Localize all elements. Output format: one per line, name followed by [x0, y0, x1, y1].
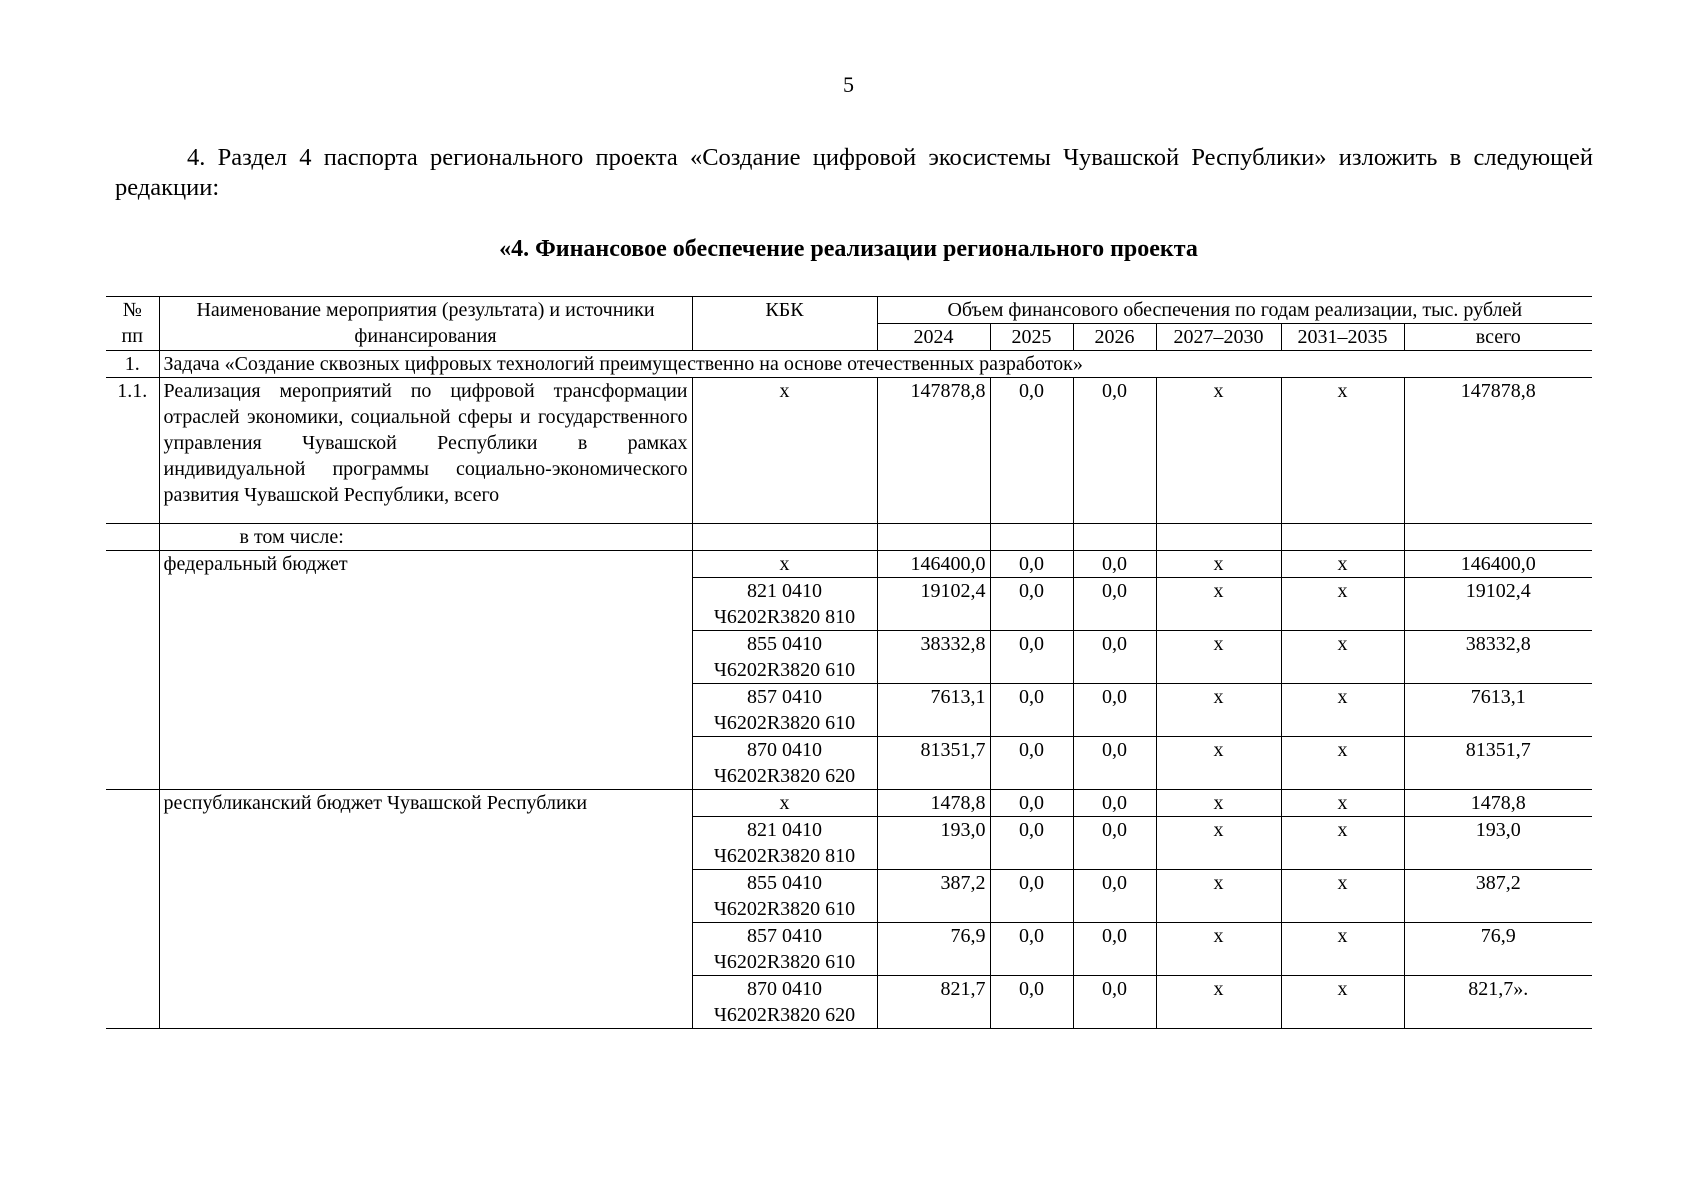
header-year-2025: 2025 — [990, 324, 1073, 351]
value-total: 193,0 — [1404, 817, 1592, 870]
value-2025: 0,0 — [990, 578, 1073, 631]
event-value-2027-2030: х — [1156, 378, 1281, 524]
value-2027-2030: х — [1156, 976, 1281, 1029]
value-2026: 0,0 — [1073, 870, 1156, 923]
event-name: Реализация мероприятий по цифровой трансформации отраслей экономики, социальной сферы и государственного управления Чувашской Республики в рамках индивидуальной программы социально-экономического развития Чувашской Республики, всего — [159, 378, 692, 524]
value-2027-2030: х — [1156, 870, 1281, 923]
value-2027-2030: х — [1156, 790, 1281, 817]
header-row-1 — [106, 297, 1592, 324]
value-total: 76,9 — [1404, 923, 1592, 976]
including-label: в том числе: — [159, 524, 692, 551]
page-number: 5 — [843, 72, 854, 97]
value-2025: 0,0 — [990, 551, 1073, 578]
header-year-2026: 2026 — [1073, 324, 1156, 351]
value-2026: 0,0 — [1073, 976, 1156, 1029]
kbk-cell — [692, 737, 877, 790]
header-num: № пп — [106, 297, 159, 351]
value-2027-2030: х — [1156, 631, 1281, 684]
kbk-code-line-2: Ч6202R3820 610 — [713, 951, 856, 973]
header-year-2027-2030: 2027–2030 — [1156, 324, 1281, 351]
value-2024: 19102,4 — [877, 578, 990, 631]
value-2027-2030: х — [1156, 923, 1281, 976]
value-2026: 0,0 — [1073, 578, 1156, 631]
value-2031-2035: х — [1281, 870, 1404, 923]
value-2026: 0,0 — [1073, 684, 1156, 737]
value-2031-2035: х — [1281, 578, 1404, 631]
value-2025: 0,0 — [990, 817, 1073, 870]
kbk-code-line-1: 857 0410 — [747, 686, 822, 708]
task-num: 1. — [106, 351, 159, 378]
header-volume: Объем финансового обеспечения по годам реализации, тыс. рублей — [877, 297, 1592, 324]
value-2025: 0,0 — [990, 790, 1073, 817]
kbk-code-line-2: Ч6202R3820 610 — [713, 898, 856, 920]
event-row — [106, 378, 1592, 524]
value-2031-2035: х — [1281, 817, 1404, 870]
value-2025: 0,0 — [990, 631, 1073, 684]
value-2031-2035: х — [1281, 976, 1404, 1029]
kbk-code-line-2: Ч6202R3820 810 — [713, 606, 856, 628]
financing-table — [106, 296, 1592, 1029]
header-year-2024: 2024 — [877, 324, 990, 351]
value-2031-2035: х — [1281, 790, 1404, 817]
header-total: всего — [1404, 324, 1592, 351]
value-2025: 0,0 — [990, 737, 1073, 790]
kbk-cell — [692, 631, 877, 684]
intro-paragraph: 4. Раздел 4 паспорта регионального проекта «Создание цифровой экосистемы Чувашской Республики» изложить в следующей редакции: — [115, 144, 1593, 201]
including-row — [106, 524, 1592, 551]
event-value-2031-2035: х — [1281, 378, 1404, 524]
value-total: 1478,8 — [1404, 790, 1592, 817]
value-2024: 76,9 — [877, 923, 990, 976]
value-2026: 0,0 — [1073, 923, 1156, 976]
kbk-cell — [692, 870, 877, 923]
value-total: 387,2 — [1404, 870, 1592, 923]
value-2026: 0,0 — [1073, 790, 1156, 817]
value-2024: 38332,8 — [877, 631, 990, 684]
federal-budget-row — [106, 578, 1592, 631]
value-2024: 1478,8 — [877, 790, 990, 817]
kbk-code-line-1: 857 0410 — [747, 925, 822, 947]
kbk-code-line-1: х — [779, 553, 790, 575]
value-total: 146400,0 — [1404, 551, 1592, 578]
value-2025: 0,0 — [990, 976, 1073, 1029]
kbk-cell — [692, 684, 877, 737]
value-2026: 0,0 — [1073, 551, 1156, 578]
kbk-cell — [692, 551, 877, 578]
event-value-2025: 0,0 — [990, 378, 1073, 524]
task-row — [106, 351, 1592, 378]
event-value-2026: 0,0 — [1073, 378, 1156, 524]
kbk-cell — [692, 923, 877, 976]
value-2024: 146400,0 — [877, 551, 990, 578]
value-2031-2035: х — [1281, 684, 1404, 737]
kbk-code-line-1: х — [779, 792, 790, 814]
value-2025: 0,0 — [990, 684, 1073, 737]
value-total: 38332,8 — [1404, 631, 1592, 684]
kbk-code-line-2: Ч6202R3820 620 — [713, 765, 856, 787]
kbk-cell — [692, 817, 877, 870]
republic-budget-row — [106, 923, 1592, 976]
value-2027-2030: х — [1156, 737, 1281, 790]
kbk-code-line-1: 870 0410 — [747, 739, 822, 761]
kbk-code-line-2: Ч6202R3820 610 — [713, 712, 856, 734]
event-value-total: 147878,8 — [1404, 378, 1592, 524]
value-2027-2030: х — [1156, 684, 1281, 737]
federal-budget-row — [106, 737, 1592, 790]
event-kbk: х — [692, 378, 877, 524]
kbk-code-line-2: Ч6202R3820 810 — [713, 845, 856, 867]
task-text: Задача «Создание сквозных цифровых технологий преимущественно на основе отечественных разработок» — [159, 351, 1592, 378]
value-2026: 0,0 — [1073, 631, 1156, 684]
value-2024: 821,7 — [877, 976, 990, 1029]
kbk-code-line-1: 855 0410 — [747, 633, 822, 655]
value-2025: 0,0 — [990, 923, 1073, 976]
value-2024: 193,0 — [877, 817, 990, 870]
event-num: 1.1. — [106, 378, 159, 524]
republic-budget-label: республиканский бюджет Чувашской Республики — [159, 790, 692, 817]
value-2027-2030: х — [1156, 578, 1281, 631]
value-total: 7613,1 — [1404, 684, 1592, 737]
kbk-code-line-1: 870 0410 — [747, 978, 822, 1000]
kbk-code-line-1: 855 0410 — [747, 872, 822, 894]
republic-budget-row — [106, 870, 1592, 923]
value-2024: 81351,7 — [877, 737, 990, 790]
value-total: 821,7». — [1404, 976, 1592, 1029]
value-2031-2035: х — [1281, 737, 1404, 790]
federal-budget-row — [106, 551, 1592, 578]
kbk-code-line-2: Ч6202R3820 620 — [713, 1004, 856, 1026]
republic-budget-row — [106, 817, 1592, 870]
republic-budget-row — [106, 976, 1592, 1029]
value-2031-2035: х — [1281, 631, 1404, 684]
value-total: 81351,7 — [1404, 737, 1592, 790]
federal-budget-row — [106, 631, 1592, 684]
value-2027-2030: х — [1156, 817, 1281, 870]
header-year-2031-2035: 2031–2035 — [1281, 324, 1404, 351]
value-2031-2035: х — [1281, 551, 1404, 578]
kbk-code-line-1: 821 0410 — [747, 580, 822, 602]
federal-budget-row — [106, 684, 1592, 737]
value-2026: 0,0 — [1073, 737, 1156, 790]
section-title: «4. Финансовое обеспечение реализации регионального проекта — [499, 236, 1198, 262]
kbk-cell — [692, 790, 877, 817]
kbk-code-line-2: Ч6202R3820 610 — [713, 659, 856, 681]
value-total: 19102,4 — [1404, 578, 1592, 631]
value-2026: 0,0 — [1073, 817, 1156, 870]
value-2024: 7613,1 — [877, 684, 990, 737]
federal-budget-label: федеральный бюджет — [159, 551, 692, 578]
value-2025: 0,0 — [990, 870, 1073, 923]
header-kbk: КБК — [692, 297, 877, 351]
republic-budget-row — [106, 790, 1592, 817]
header-name: Наименование мероприятия (результата) и источники финансирования — [159, 297, 692, 351]
event-value-2024: 147878,8 — [877, 378, 990, 524]
value-2031-2035: х — [1281, 923, 1404, 976]
value-2024: 387,2 — [877, 870, 990, 923]
kbk-cell — [692, 578, 877, 631]
value-2027-2030: х — [1156, 551, 1281, 578]
kbk-code-line-1: 821 0410 — [747, 819, 822, 841]
kbk-cell — [692, 976, 877, 1029]
